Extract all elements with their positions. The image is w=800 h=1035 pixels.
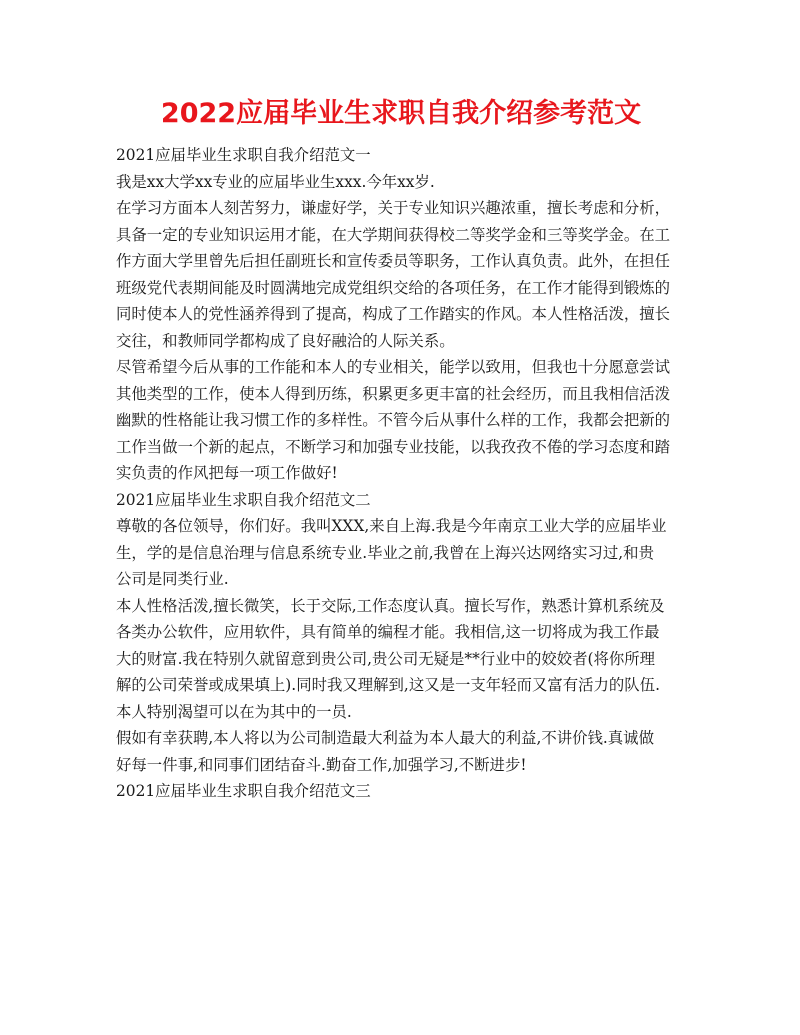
paragraph-line: 解的公司荣誉或成果填上).同时我又理解到,这又是一支年轻而又富有活力的队伍. [116, 676, 660, 694]
paragraph-line: 作方面大学里曾先后担任副班长和宣传委员等职务，工作认真负责。此外，在担任 [116, 252, 671, 270]
paragraph-line: 生，学的是信息治理与信息系统专业.毕业之前,我曾在上海兴达网络实习过,和贵 [116, 543, 654, 562]
paragraph-line: 大的财富.我在特别久就留意到贵公司,贵公司无疑是**行业中的姣姣者(将你所理 [116, 649, 656, 668]
document-page [116, 96, 686, 805]
paragraph-line: 我是xx大学xx专业的应届毕业生xxx.今年xx岁. [116, 172, 435, 191]
paragraph-line: 公司是同类行业. [116, 570, 229, 588]
paragraph-line: 各类办公软件，应用软件，具有简单的编程才能。我相信,这一切将成为我工作最 [116, 623, 660, 641]
paragraph-line: 在学习方面本人刻苦努力，谦虚好学，关于专业知识兴趣浓重，擅长考虑和分析， [116, 199, 671, 217]
paragraph-line: 交往，和教师同学都构成了良好融洽的人际关系。 [116, 331, 455, 350]
paragraph-line: 班级党代表期间能及时圆满地完成党组织交给的各项任务，在工作才能得到锻炼的 [116, 278, 671, 297]
paragraph-line: 工作当做一个新的起点，不断学习和加强专业技能，以我孜孜不倦的学习态度和踏 [116, 437, 671, 456]
paragraph-line: 本人性格活泼,擅长微笑，长于交际,工作态度认真。擅长写作，熟悉计算机系统及 [116, 596, 665, 615]
section-heading-1: 2021应届毕业生求职自我介绍范文一 [116, 146, 371, 164]
paragraph-line: 好每一件事,和同事们团结奋斗.勤奋工作,加强学习,不断进步! [116, 755, 527, 774]
paragraph-line: 尽管希望今后从事的工作能和本人的专业相关，能学以致用，但我也十分愿意尝试 [116, 358, 671, 376]
section-heading-2: 2021应届毕业生求职自我介绍范文二 [116, 490, 371, 509]
document-body [116, 142, 686, 805]
paragraph-line: 实负责的作风把每一项工作做好! [116, 464, 338, 482]
paragraph-line: 本人特别渴望可以在为其中的一员. [116, 702, 352, 721]
paragraph-line: 假如有幸获聘,本人将以为公司制造最大利益为本人最大的利益,不讲价钱.真诚做 [116, 729, 654, 747]
paragraph-line: 其他类型的工作，使本人得到历练，积累更多更丰富的社会经历，而且我相信活泼 [116, 384, 671, 403]
paragraph-line: 幽默的性格能让我习惯工作的多样性。不管今后从事什么样的工作，我都会把新的 [116, 411, 671, 429]
section-heading-3: 2021应届毕业生求职自我介绍范文三 [116, 782, 371, 800]
document-title: 2022应届毕业生求职自我介绍参考范文 [160, 98, 642, 129]
paragraph-line: 尊敬的各位领导，你们好。我叫XXX,来自上海.我是今年南京工业大学的应届毕业 [116, 517, 667, 535]
paragraph-line: 同时使本人的党性涵养得到了提高，构成了工作踏实的作风。本人性格活泼，擅长 [116, 305, 671, 323]
paragraph-line: 具备一定的专业知识运用才能，在大学期间获得校二等奖学金和三等奖学金。在工 [116, 225, 671, 244]
